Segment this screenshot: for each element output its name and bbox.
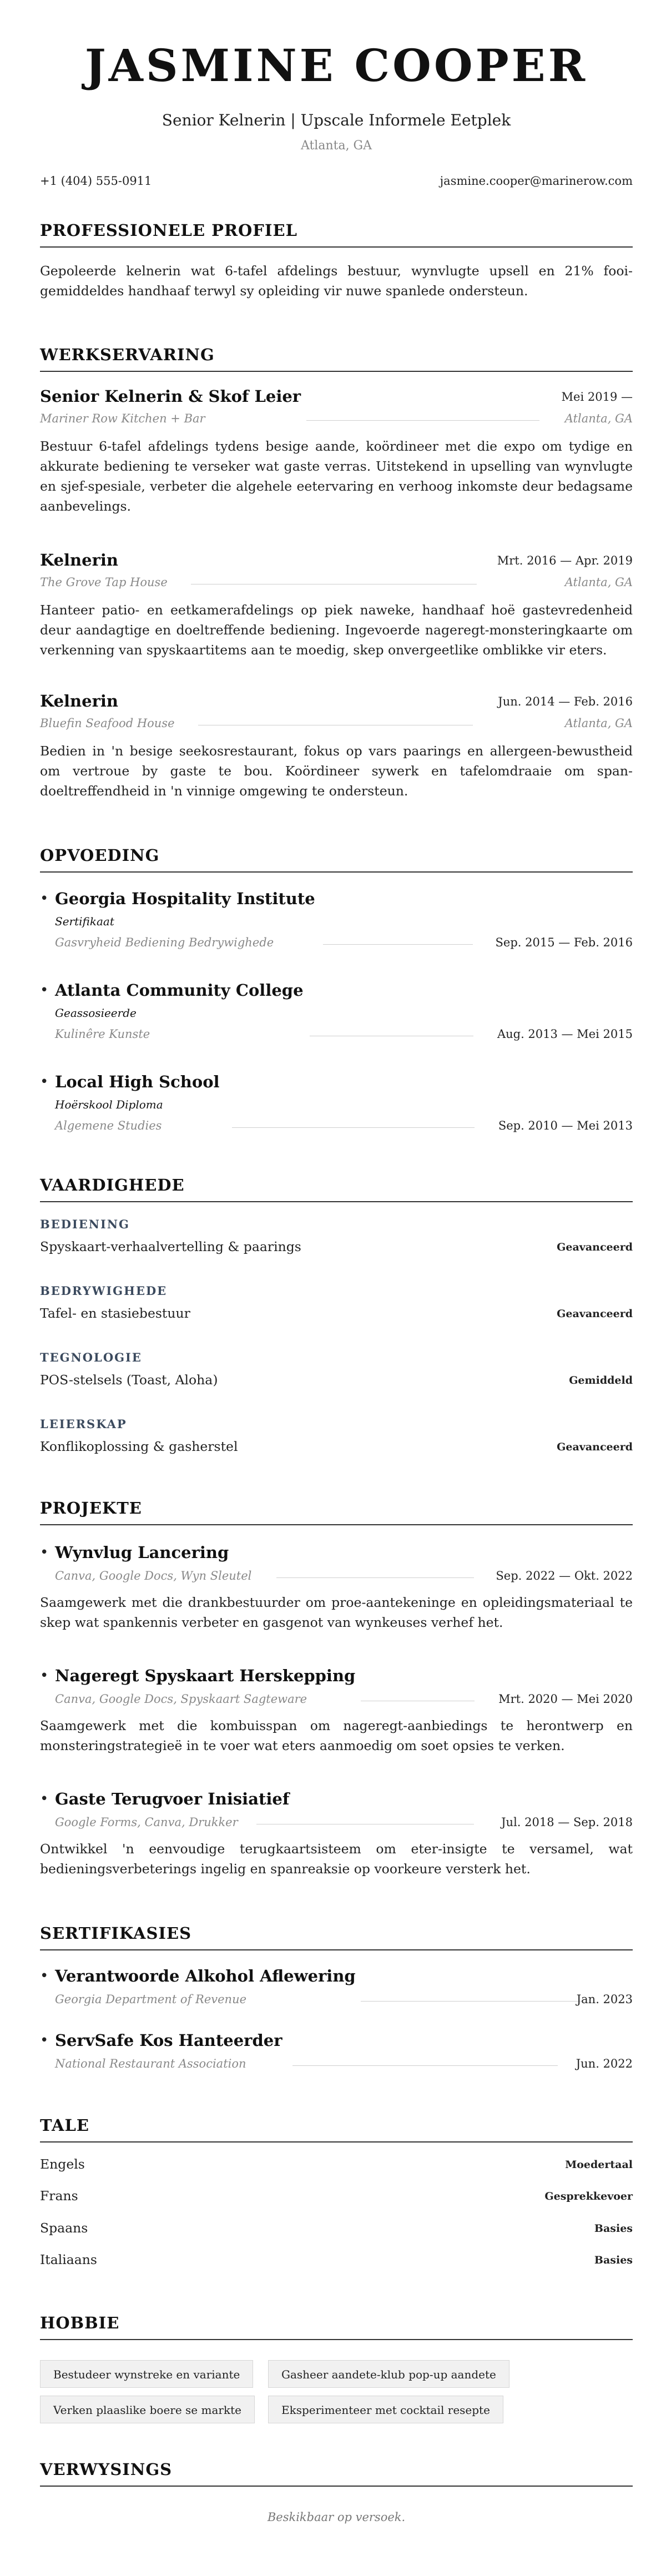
language-entry (40, 2252, 633, 2274)
job-title: Kelnerin (40, 551, 118, 569)
job-title: Senior Kelnerin & Skof Leier (40, 387, 301, 406)
education-section (40, 846, 633, 1146)
bullet-icon: • (40, 1791, 49, 1807)
project-date: Mrt. 2020 — Mei 2020 (498, 1692, 633, 1706)
skill-level: Geavanceerd (557, 1241, 633, 1253)
hobby-chip: Gasheer aandete-klub pop-up aandete (268, 2360, 509, 2388)
education-entry (40, 1072, 633, 1145)
language-level: Basies (594, 2254, 633, 2266)
certification-date: Jan. 2023 (576, 1993, 633, 2006)
profile-section (40, 221, 633, 301)
project-description: Saamgewerk met die drankbestuurder om proe-aantekeninge en opleidingsmateriaal te skep wat spankennis verbeter en gasgenot van wynkeuses verhef het. (40, 1595, 633, 1630)
job-company: The Grove Tap House (40, 576, 168, 589)
skill-name: Konflikoplossing & gasherstel (40, 1439, 238, 1454)
skill-category: BEDIENING (40, 1217, 130, 1231)
certification-title: Verantwoorde Alkohol Aflewering (55, 1967, 356, 1985)
contact-email[interactable]: jasmine.cooper@marinerow.com (440, 174, 633, 188)
certification-entry (40, 2031, 633, 2086)
language-entry (40, 2156, 633, 2179)
language-name: Spaans (40, 2220, 88, 2236)
divider-line (361, 2001, 583, 2002)
language-entry (40, 2220, 633, 2242)
certifications-section (40, 1924, 633, 2096)
job-title: Kelnerin (40, 692, 118, 710)
references-text: Beskikbaar op versoek. (267, 2511, 406, 2524)
education-degree: Hoërskool Diploma (55, 1098, 163, 1111)
section-title: SERTIFIKASIES (40, 1924, 633, 1950)
section-title: TALE (40, 2116, 633, 2143)
hobby-chip: Eksperimenteer met cocktail resepte (268, 2396, 503, 2423)
project-description: Saamgewerk met die kombuisspan om nageregt-aanbiedings te herontwerp en monsteringstrategieë in te voer wat eters aanmoedig om soet opsies te verken. (40, 1718, 633, 1753)
bullet-icon: • (40, 2032, 49, 2049)
job-entry (40, 551, 633, 673)
project-description: Ontwikkel 'n eenvoudige terugkaartsisteem om eter-insigte te versamel, wat bedieningsverbeterings ingelig en spanreaksie op voorkeure versterk het. (40, 1841, 633, 1877)
projects-section (40, 1499, 633, 1898)
section-title: VERWYSINGS (40, 2460, 633, 2487)
certification-date: Jun. 2022 (576, 2057, 633, 2070)
job-date: Jun. 2014 — Feb. 2016 (498, 695, 633, 708)
project-entry (40, 1789, 633, 1895)
education-entry (40, 981, 633, 1053)
bullet-icon: • (40, 982, 49, 999)
skill-name: POS-stelsels (Toast, Aloha) (40, 1372, 218, 1388)
certification-issuer: National Restaurant Association (55, 2057, 246, 2070)
bullet-icon: • (40, 890, 49, 907)
profile-text: Gepoleerde kelnerin wat 6-tafel afdelings bestuur, wynvlugte upsell en 21% fooi-gemiddeldes handhaaf terwyl sy opleiding vir nuwe spanlede ondersteun. (40, 263, 633, 299)
divider-line (323, 944, 473, 945)
skills-section (40, 1176, 633, 1464)
job-description: Bedien in 'n besige seekosrestaurant, fokus op vars paarings en allergeen-bewustheid om vertroue by gaste te bou. Koördineer sywerk en tafelomdraaie om span-doeltreffendheid in 'n vinnige omgewing te ondersteun. (40, 743, 633, 799)
hobby-chip: Bestudeer wynstreke en variante (40, 2360, 253, 2388)
bullet-icon: • (40, 1544, 49, 1561)
education-field: Algemene Studies (55, 1119, 162, 1132)
job-company: Bluefin Seafood House (40, 717, 175, 730)
project-tools: Canva, Google Docs, Spyskaart Sagteware (55, 1692, 307, 1706)
job-description: Hanteer patio- en eetkamerafdelings op piek naweke, handhaaf hoë gastevredenheid deur aandagtige en doeltreffende bediening. Ingevoerde nageregt-monsteringkaarte om verkenning van spyskaartitems aan te moedig, skep onvergeetlike omblikke vir eters. (40, 602, 633, 658)
skill-category: TEGNOLOGIE (40, 1350, 142, 1364)
contact-phone[interactable]: +1 (404) 555-0911 (40, 174, 152, 188)
education-field: Gasvryheid Bediening Bedrywighede (55, 936, 274, 949)
education-date: Aug. 2013 — Mei 2015 (497, 1027, 633, 1041)
project-date: Sep. 2022 — Okt. 2022 (496, 1569, 633, 1582)
job-location: Atlanta, GA (564, 717, 633, 730)
language-entry (40, 2188, 633, 2210)
bullet-icon: • (40, 1073, 49, 1090)
language-level: Gesprekkevoer (544, 2190, 633, 2202)
skill-group (40, 1217, 633, 1262)
section-title: PROFESSIONELE PROFIEL (40, 221, 633, 248)
skill-level: Gemiddeld (569, 1374, 633, 1387)
job-company: Mariner Row Kitchen + Bar (40, 412, 205, 425)
skill-level: Geavanceerd (557, 1441, 633, 1453)
divider-line (276, 1577, 474, 1578)
experience-section (40, 345, 633, 811)
skill-category: LEIERSKAP (40, 1417, 127, 1431)
divider-line (306, 420, 539, 421)
bullet-icon: • (40, 1667, 49, 1684)
hobbies-section (40, 2313, 633, 2436)
education-degree: Geassosieerde (55, 1006, 137, 1020)
job-entry (40, 387, 633, 526)
job-date: Mrt. 2016 — Apr. 2019 (497, 554, 633, 567)
candidate-location: Atlanta, GA (300, 139, 372, 153)
skill-group (40, 1284, 633, 1328)
education-school: Atlanta Community College (55, 981, 304, 1000)
candidate-headline: Senior Kelnerin | Upscale Informele Eetplek (162, 111, 511, 129)
skill-group (40, 1417, 633, 1461)
language-level: Moedertaal (565, 2159, 633, 2171)
certification-title: ServSafe Kos Hanteerder (55, 2031, 282, 2050)
hobby-chip: Verken plaaslike boere se markte (40, 2396, 255, 2423)
skill-category: BEDRYWIGHEDE (40, 1284, 168, 1298)
job-entry (40, 692, 633, 814)
divider-line (292, 2065, 558, 2066)
education-date: Sep. 2015 — Feb. 2016 (495, 936, 633, 949)
section-title: OPVOEDING (40, 846, 633, 873)
language-name: Frans (40, 2188, 78, 2204)
education-entry (40, 889, 633, 961)
languages-section (40, 2116, 633, 2282)
project-title: Nageregt Spyskaart Herskepping (55, 1666, 356, 1685)
references-section (40, 2460, 633, 2538)
project-date: Jul. 2018 — Sep. 2018 (501, 1816, 633, 1829)
bullet-icon: • (40, 1968, 49, 1984)
language-name: Italiaans (40, 2252, 97, 2267)
certification-entry (40, 1967, 633, 2022)
job-location: Atlanta, GA (564, 412, 633, 425)
section-title: WERKSERVARING (40, 345, 633, 372)
skill-name: Tafel- en stasiebestuur (40, 1305, 190, 1321)
job-description: Bestuur 6-tafel afdelings tydens besige aande, koördineer met die expo om tydige en akkurate bediening te verseker wat gaste verras. Uitstekend in upselling van wynvlugte en sjef-spesiale, verbeter die algehele eetervaring en verhoog inkomste deur bedagsame aanbevelings. (40, 438, 633, 514)
education-school: Georgia Hospitality Institute (55, 889, 315, 908)
section-title: VAARDIGHEDE (40, 1176, 633, 1202)
education-school: Local High School (55, 1072, 220, 1091)
project-tools: Canva, Google Docs, Wyn Sleutel (55, 1569, 252, 1582)
project-entry (40, 1666, 633, 1772)
skill-group (40, 1350, 633, 1395)
language-level: Basies (594, 2222, 633, 2235)
section-title: HOBBIE (40, 2313, 633, 2340)
education-field: Kulinêre Kunste (55, 1027, 150, 1041)
job-date: Mei 2019 — (561, 390, 633, 404)
divider-line (232, 1127, 475, 1128)
candidate-name: JASMINE COOPER (84, 39, 588, 92)
section-title: PROJEKTE (40, 1499, 633, 1525)
certification-issuer: Georgia Department of Revenue (55, 1993, 247, 2006)
skill-level: Geavanceerd (557, 1308, 633, 1320)
education-date: Sep. 2010 — Mei 2013 (498, 1119, 633, 1132)
education-degree: Sertifikaat (55, 915, 114, 928)
project-tools: Google Forms, Canva, Drukker (55, 1816, 238, 1829)
job-location: Atlanta, GA (564, 576, 633, 589)
project-title: Gaste Terugvoer Inisiatief (55, 1789, 290, 1808)
language-name: Engels (40, 2156, 85, 2172)
skill-name: Spyskaart-verhaalvertelling & paarings (40, 1239, 301, 1254)
project-entry (40, 1543, 633, 1649)
project-title: Wynvlug Lancering (55, 1543, 229, 1562)
